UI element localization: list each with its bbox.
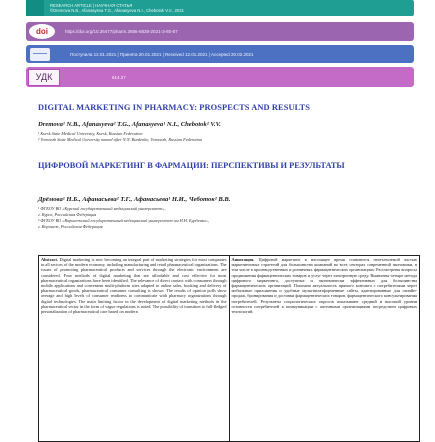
affiliation-ru-2: г. Курск, Российская Федерация <box>38 212 97 217</box>
dates-band <box>26 45 414 63</box>
calendar-icon <box>30 48 50 61</box>
udk-code: 614.27 <box>112 74 126 80</box>
title-ru: ЦИФРОВОЙ МАРКЕТИНГ В ФАРМАЦИИ: ПЕРСПЕКТИВЫ И РЕЗУЛЬТАТЫ <box>38 161 345 170</box>
abstract-en <box>39 256 229 441</box>
doi-link[interactable]: https://doi.org/10.36477/pharm.2686-6838-2021-3-80-87 <box>65 29 178 34</box>
title-en: DIGITAL MARKETING IN PHARMACY: PROSPECTS AND RESULTS <box>38 103 310 112</box>
abstracts-table <box>38 255 420 442</box>
abstract-ru-label: Аннотация. <box>231 257 255 262</box>
affiliation-en-1: ¹ Kursk State Medical University, Kursk, Russian Federation <box>38 131 143 136</box>
abstract-ru-text: Цифровой маркетинг в настоящее время становится неотъемлемой частью маркетинговых стратегий для большинства компаний во всех секторах современной экономики, в том числе в производственных и розничных фармацевтических организациях. Рассмотрены вопросы продвижения фармацевтических товаров и услуг через электронную среду. Выявлены четыре метода цифрового маркетинга, доступных и экономически эффективных для большинства фармацевтических организаций. Показана актуальность прямого контакта с потребителями через мобильные приложения и удобные мультиплатформенные сайты, адаптированные для онлайн-продаж, бронирования и доставки фармацевтических товаров, фармацевтического консультирования потребителей. Результаты социологических опросов показывают средний и высокий уровни готовности потребителей к коммуникации с аптечными организациями посредством цифровых технологий. <box>231 257 417 315</box>
dates-text: Поступила 12.01.2021 | Принята 20.01.2021 | Received 12.01.2021 | Accepted 20.02.2021 <box>70 51 254 57</box>
udk-band <box>26 67 414 87</box>
affiliation-ru-1: ¹ ФГБОУ ВО «Курский государственный медицинский университет», <box>38 206 166 211</box>
journal-header-band <box>26 0 414 16</box>
affiliation-en-2: ² Voronezh State Medical University named after N.N. Burdenko, Voronezh, Russian Federation <box>38 137 203 142</box>
abstract-ru <box>229 256 420 441</box>
authors-ru: Дрёмова¹ Н.Б., Афанасьева² Т.Г., Афанасьева¹ Н.И., Чеботок² В.В. <box>38 196 231 203</box>
affiliation-ru-4: г. Воронеж, Российская Федерация <box>38 224 103 229</box>
abstract-en-label: Abstract. <box>41 257 59 262</box>
affiliation-ru-3: ² ФГБОУ ВО «Воронежский государственный медицинский университет им Н.Н. Бурденко», <box>38 218 209 223</box>
abstract-en-text: Digital marketing is now becoming an integral part of marketing strategies for most companies in all sectors of the modern economy, including manufacturing and retail pharmaceutical organizations. The issues of promoting pharmaceutical products and services through the electronic environment are considered. Four methods of digital marketing that are affordable and cost effective for most pharmaceutical organizations have been identified. The relevance of direct contact with consumers through mobile applications and convenient multi-platform sites adapted to online sales, booking and delivery of pharmaceutical goods, pharmaceutical consumer consulting is shown. The results of opinion polls show average and high levels of consumer readiness to communicate with pharmacy organizations through digital technologies. The main limiting factor in the development of digital marketing methods in the pharmaceutical sector in the form of vague regulations is noted. The possibility of transition to full-fledged personalization of pharmaceutical care based on modern <box>41 257 227 315</box>
udk-label: УДК <box>28 69 60 86</box>
journal-logo-icon <box>26 0 44 16</box>
doi-band <box>26 22 414 41</box>
header-lines <box>50 3 184 13</box>
doi-logo-icon: doi <box>29 24 55 39</box>
section-line: RESEARCH ARTICLE | НАУЧНАЯ СТАТЬЯ <box>50 3 133 8</box>
citation-line: ©Dremova N.B., Afanasyeva T.G., Afanasyeva N.I., Chebotok V.V., 2021 <box>50 8 184 13</box>
authors-en: Dremova¹ N.B., Afanasyeva² T.G., Afanasyeva¹ N.I., Chebotok² V.V. <box>38 121 221 128</box>
